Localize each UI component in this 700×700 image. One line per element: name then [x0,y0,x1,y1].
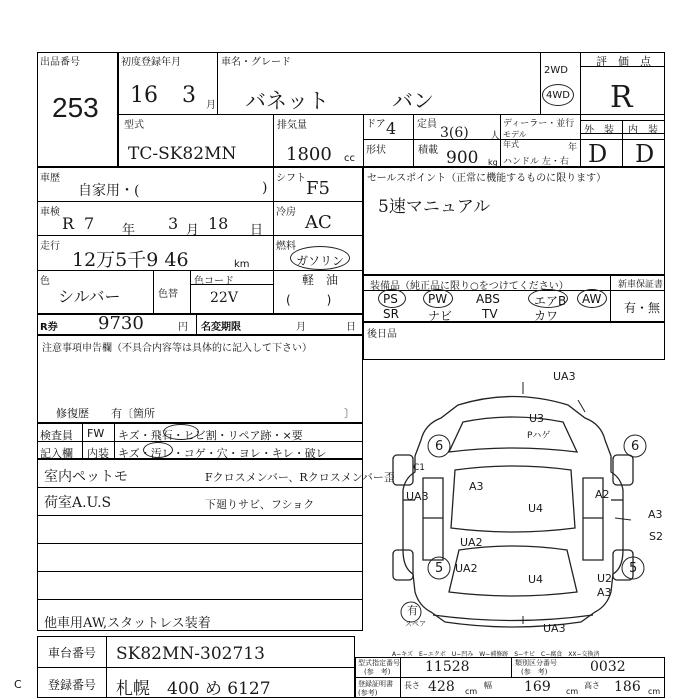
first-reg-month-unit: 月 [206,100,216,111]
footer-c: C [14,678,22,691]
dirt-circle [143,442,173,458]
history-close: ) [262,180,268,196]
eval-int: D [635,140,655,168]
handle-label: ハンドル 左・右 [503,157,569,167]
color-change-label: 色替 [158,289,178,300]
model-year-label1: モデル [503,130,527,139]
title-deadline-label: 名変期限 [201,322,241,333]
designated-value: 11528 [425,659,470,675]
remark-1: 室内ペットモ [44,469,128,485]
shift-label: シフト [276,173,306,184]
notes-repair: 修復歴 有〔箇所 [56,407,155,420]
designated-label: 型式指定番号 [358,659,400,667]
eval-ext: D [588,140,608,168]
inspection-day: 18 [208,214,229,233]
equip-aw-circle [577,289,607,308]
mark-door-ua2: UA2 [460,536,483,549]
length-value: 428 [428,679,455,695]
equip-pw-circle [423,289,453,308]
car-name-label: 車名・グレード [221,57,291,68]
mark-right-a3: A3 [648,508,663,521]
recycle-label: R券 [40,322,58,333]
equip-aw: AW [582,292,602,306]
capacity-value: 3(6) [440,125,469,141]
mark-c1: C1 [413,463,426,473]
width-unit: cm [566,687,579,696]
fuel-gas-circle [290,246,350,270]
mark-right-s2: S2 [649,530,663,543]
doors-value: 4 [386,119,397,138]
equip-abs: ABS [476,292,500,306]
inspection-era: R [62,214,75,233]
mark-five-left: 5 [435,561,444,576]
first-reg-year: 16 [130,83,158,108]
mileage-value: 12万5千9 46 [72,249,189,271]
first-reg-month: 3 [182,83,196,108]
lot-label: 出品番号 [40,57,80,68]
notes-label: 注意事項申告欄（不具合内容等は具体的に記入して下さい） [42,343,312,354]
inspector-fw: FW [87,427,105,440]
fuel-diesel: 軽 油 [302,273,339,287]
chassis-value: SK82MN-302713 [116,644,265,664]
inspection-day-unit: 日 [250,223,264,238]
height-unit: cm [648,687,661,696]
title-deadline-month: 月 [296,322,306,333]
eval-score: R [610,80,633,115]
width-label: 幅 [484,681,492,690]
shape-label: 形状 [366,145,386,156]
equip-pw: PW [428,292,448,306]
inspection-label: 車検 [40,207,60,218]
width-value: 169 [524,679,551,695]
equip-airbag: エアB [534,294,567,308]
chassis-label: 車台番号 [48,646,97,660]
color-code: 22V [210,290,238,306]
color-label: 色 [40,276,50,287]
first-reg-label: 初度登録年月 [121,57,181,68]
equip-leather: カワ [534,309,559,323]
history-value: 自家用・( [78,183,140,199]
capacity-label: 定員 [417,119,437,130]
sales-point-text: 5速マニュアル [378,197,491,217]
mark-left-ua2: UA2 [455,562,478,575]
mark-left-ua3: UA3 [406,490,429,503]
entry-int-items: キズ・汚レ・コゲ・穴・ヨレ・キレ・破レ [118,447,327,460]
inspector-label: 検査員 [40,429,73,442]
fuel-gas: ガソリン [296,254,345,268]
drive-circle [542,84,574,106]
mileage-unit: km [234,259,250,270]
mark-top-ua3: UA3 [553,370,576,383]
category-sub: (参 考) [521,668,548,676]
height-label: 高さ [584,681,600,690]
dealer-label: ディーラー・並行 [503,119,575,129]
equip-airbag-circle [528,289,568,308]
color-value: シルバー [58,287,121,306]
recycle-value: 9730 [98,313,144,334]
fuel-label: 燃料 [276,241,296,252]
stone-chip-circle [163,424,199,440]
recycle-unit: 円 [178,322,188,333]
registration-value: 札幌 400 め 6127 [116,679,271,699]
car-name: バネット バン [245,89,434,113]
mark-six-right: 6 [631,439,640,454]
eval-int-label: 内 装 [628,125,658,136]
model-year-label2: 年式 [503,140,519,149]
cert-label: 登録証明書 (参考) [358,680,393,697]
designated-sub: (参 考) [364,668,391,676]
notes-repair-close: 〕 [344,407,355,420]
mark-six-left: 6 [435,439,444,454]
lot-number: 253 [52,92,99,123]
remark-right-2: 下廻りサビ、フショク [205,498,315,511]
load-value: 900 [446,148,479,168]
doors-label: ドア [366,119,386,130]
mark-right-a2: A2 [595,488,610,501]
warranty-label: 新車保証書 [618,280,664,290]
drive-2wd: 2WD [544,65,568,76]
color-code-label: 色コード [194,276,234,287]
inspection-year: 7 [84,214,95,233]
entry-label: 記入欄 [40,447,73,460]
legend: A−キズ E−エクボ U−凹み W−補修跡 S−サビ C−腐食 XX−交換済 [392,651,600,658]
mark-bottom-ua3: UA3 [543,622,566,635]
ac-value: AC [305,212,332,233]
load-label: 積載 [418,145,438,156]
equip-sr: SR [383,307,399,321]
length-label: 長さ [404,681,420,690]
displacement-value: 1800 [286,144,332,165]
rear-seat-box [363,322,665,360]
mark-phage: Pハゲ [527,431,551,441]
mark-rear-u2: U2 [597,572,613,585]
mark-rear-a3: A3 [597,586,612,599]
inspector-ext-items: キズ・飛石・ヒビ割・リペア跡・×要 [118,429,303,442]
shift-value: F5 [306,178,330,199]
mark-u3: U3 [529,412,545,425]
registration-label: 登録番号 [48,678,97,692]
equip-ps-circle [378,289,406,308]
drive-4wd: 4WD [546,90,570,101]
recycle-row [37,314,363,335]
category-value: 0032 [590,659,626,675]
length-unit: cm [465,687,478,696]
ac-label: 冷房 [276,207,296,218]
mark-roof-u4: U4 [528,502,544,515]
eval-ext-label: 外 装 [584,125,614,136]
mark-rear-u4: U4 [528,573,544,586]
mileage-label: 走行 [40,241,60,252]
inspection-month-unit: 月 [186,223,200,238]
warranty-value: 有・無 [624,301,661,315]
remark-right-1: Fクロスメンバー、Rクロスメンバー歪 [205,471,395,484]
equip-navi: ナビ [428,309,453,323]
remark-2: 荷室A.U.S [44,495,112,511]
entry-interior: 内装 [87,447,109,460]
displacement-label: 排気量 [277,120,307,131]
inspection-month: 3 [168,214,179,233]
capacity-unit: 人 [490,131,500,142]
eval-header: 評 価 点 [596,55,651,68]
history-label: 車歴 [40,173,60,184]
height-value: 186 [614,679,641,695]
displacement-unit: cc [344,153,355,164]
equip-tv: TV [482,307,498,321]
load-unit: kg [488,158,498,167]
remark-6: 他車用AW,スタットレス装着 [44,616,211,631]
car-damage-diagram [363,360,665,650]
model-label: 型式 [124,120,144,131]
mark-left-a3: A3 [469,480,484,493]
title-deadline-day: 日 [346,322,356,333]
fuel-paren: ( ) [286,293,332,307]
equip-ps: PS [383,292,398,306]
equipment-label: 装備品（純正品に限り○をつけてください） [370,281,569,292]
mark-spare-yes: 有 [407,604,418,617]
model-value: TC-SK82MN [128,144,237,164]
spare-label: スペア [405,620,426,628]
category-label: 類別区分番号 [515,659,557,667]
model-year-unit: 年 [568,143,578,153]
sales-point-label: セールスポイント（正常に機能するものに限ります） [367,173,607,184]
inspection-year-unit: 年 [122,223,136,238]
mark-five-right: 5 [629,561,638,576]
rear-seat-label: 後日品 [367,329,397,340]
